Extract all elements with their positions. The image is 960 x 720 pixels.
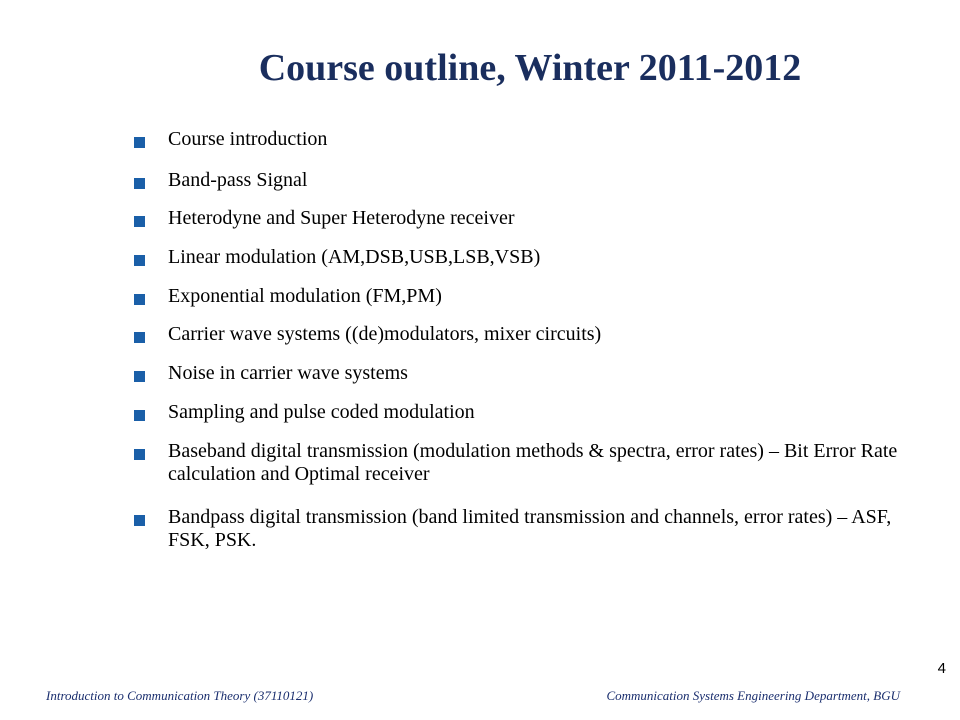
square-bullet-icon: [134, 515, 145, 526]
square-bullet-icon: [134, 294, 145, 305]
bullet-text: Course introduction: [168, 128, 328, 150]
square-bullet-icon: [134, 332, 145, 343]
square-bullet-icon: [134, 137, 145, 148]
bullet-text: Heterodyne and Super Heterodyne receiver: [168, 207, 515, 229]
bullet-text: Baseband digital transmission (modulation methods & spectra, error rates) – Bit Error Rate calculation and Optimal receiver: [168, 440, 898, 485]
square-bullet-icon: [134, 255, 145, 266]
square-bullet-icon: [134, 449, 145, 460]
slide-number: 4: [937, 660, 946, 677]
square-bullet-icon: [134, 216, 145, 227]
bullet-text: Sampling and pulse coded modulation: [168, 401, 475, 423]
square-bullet-icon: [134, 178, 145, 189]
bullet-text: Linear modulation (AM,DSB,USB,LSB,VSB): [168, 246, 541, 268]
footer-course-name: Introduction to Communication Theory (37110121): [46, 688, 314, 703]
bullet-text: Noise in carrier wave systems: [168, 362, 408, 384]
bullet-text: Bandpass digital transmission (band limited transmission and channels, error rates) – ASF, FSK, PSK.: [168, 506, 892, 551]
square-bullet-icon: [134, 410, 145, 421]
bullet-text: Exponential modulation (FM,PM): [168, 285, 442, 307]
bullet-text: Band-pass Signal: [168, 169, 308, 191]
square-bullet-icon: [134, 371, 145, 382]
slide-title: Course outline, Winter 2011-2012: [258, 47, 802, 89]
footer-department: Communication Systems Engineering Department, BGU: [606, 688, 900, 703]
bullet-text: Carrier wave systems ((de)modulators, mixer circuits): [168, 323, 602, 345]
